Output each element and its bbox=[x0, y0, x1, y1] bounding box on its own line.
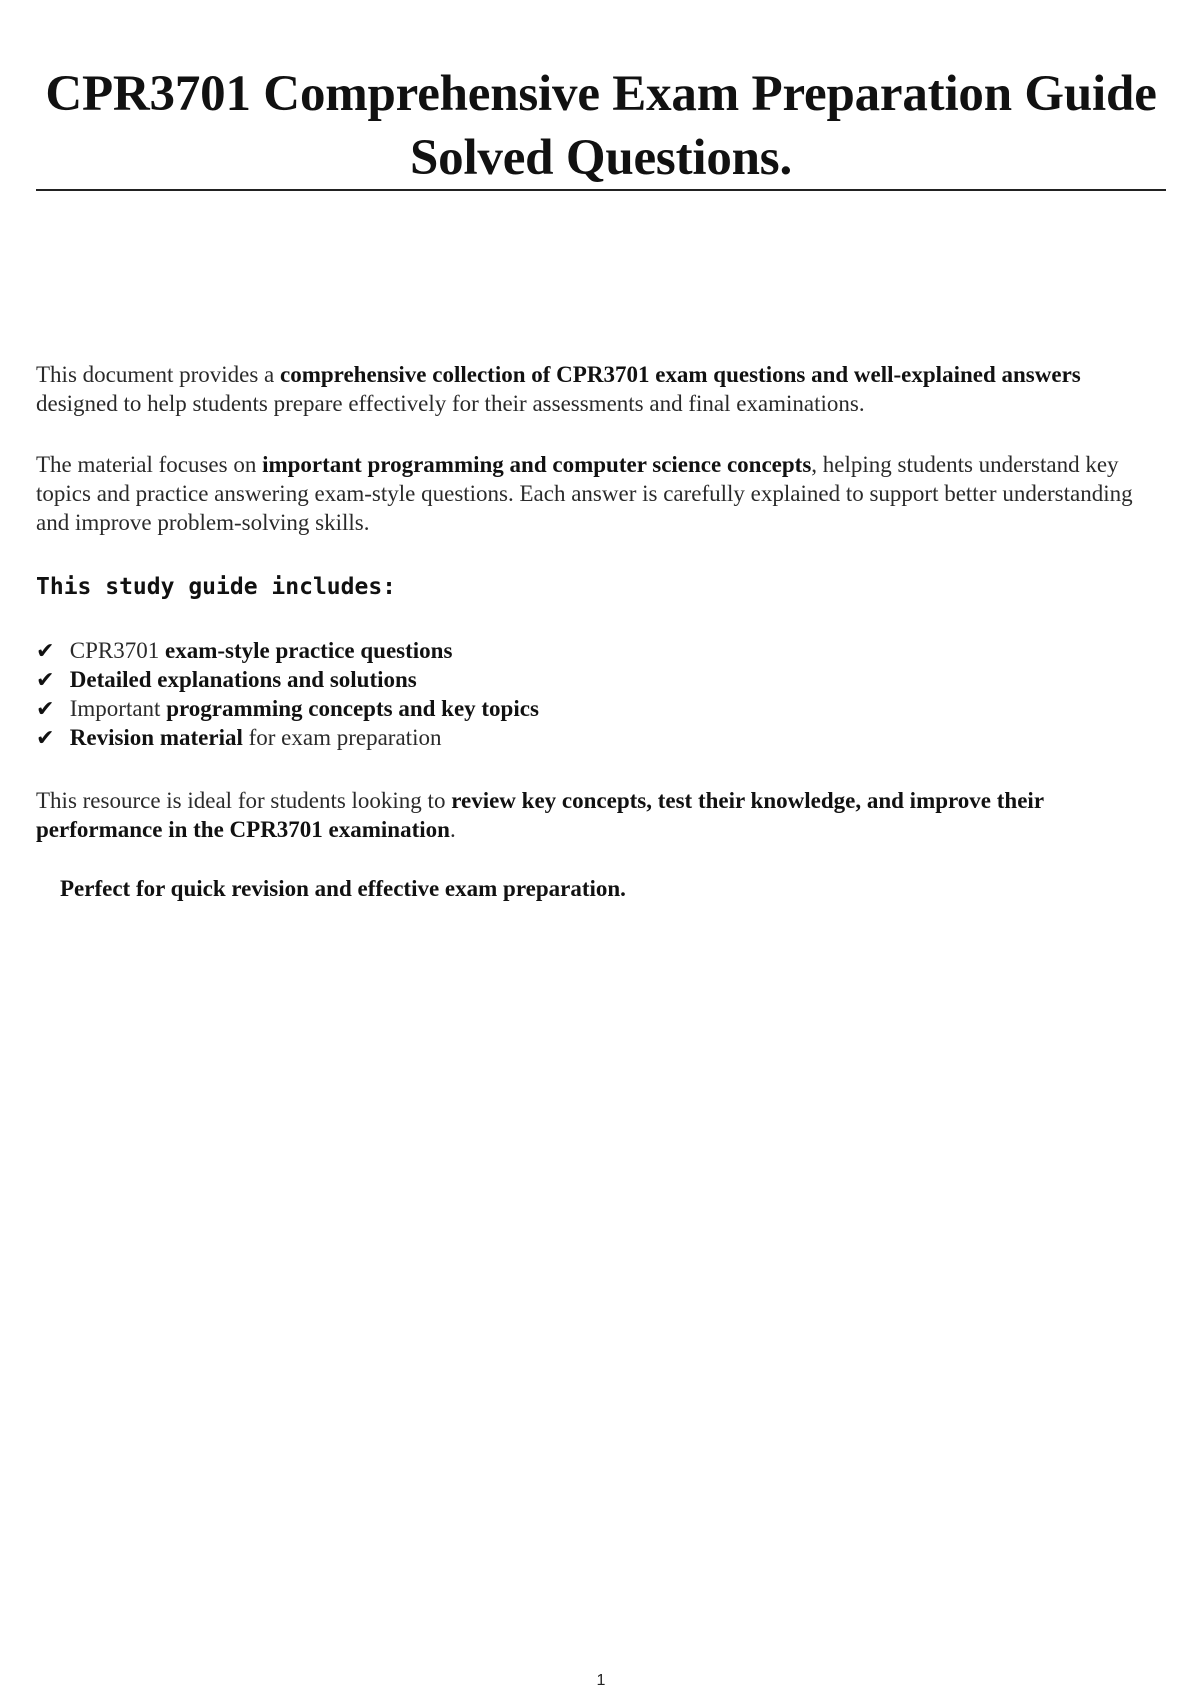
document-title bbox=[36, 62, 1166, 190]
intro-text: This document provides a bbox=[36, 362, 281, 387]
focus-text: The material focuses on bbox=[36, 452, 263, 477]
ideal-text-end: . bbox=[449, 817, 456, 842]
item-text: CPR3701 bbox=[64, 638, 165, 663]
title-underline bbox=[36, 189, 1166, 191]
checkmark-icon: ✔ bbox=[36, 726, 55, 751]
item-emphasis: programming concepts and key topics bbox=[166, 696, 539, 721]
focus-paragraph bbox=[36, 450, 1166, 537]
list-item bbox=[36, 665, 539, 694]
item-emphasis: Revision material bbox=[69, 725, 243, 750]
tagline: Perfect for quick revision and effective exam preparation. bbox=[60, 876, 626, 901]
ideal-paragraph bbox=[36, 786, 1166, 844]
item-emphasis: Detailed explanations and solutions bbox=[69, 667, 417, 692]
checkmark-icon: ✔ bbox=[36, 697, 55, 722]
intro-emphasis: comprehensive collection of CPR3701 exam questions and well-explained answers bbox=[280, 362, 1081, 387]
title-line-1: CPR3701 Comprehensive Exam Preparation Guide bbox=[45, 66, 1157, 122]
list-item bbox=[36, 636, 539, 665]
includes-list bbox=[36, 636, 539, 752]
ideal-text: This resource is ideal for students looking to bbox=[36, 788, 452, 813]
document-page bbox=[36, 0, 1166, 1700]
focus-emphasis: important programming and computer science concepts bbox=[262, 452, 812, 477]
ideal-emphasis: review key concepts, test their knowledge, and improve their performance in the CPR3701 examination bbox=[36, 788, 1044, 842]
item-text: Important bbox=[64, 696, 167, 721]
list-item bbox=[36, 723, 539, 752]
checkmark-icon: ✔ bbox=[36, 668, 55, 693]
checkmark-icon: ✔ bbox=[36, 639, 55, 664]
page-number: 1 bbox=[596, 1672, 606, 1689]
title-line-2: Solved Questions. bbox=[409, 130, 792, 186]
includes-heading: This study guide includes: bbox=[36, 574, 397, 600]
list-item bbox=[36, 694, 539, 723]
intro-text-end: designed to help students prepare effectively for their assessments and final examinations. bbox=[36, 391, 865, 416]
intro-paragraph bbox=[36, 360, 1166, 418]
focus-text-end: , helping students understand key topics and practice answering exam-style questions. Each answer is carefully explained to support better understanding and improve problem-solving skills. bbox=[36, 452, 1133, 535]
item-emphasis: exam-style practice questions bbox=[164, 638, 453, 663]
item-text-end: for exam preparation bbox=[242, 725, 442, 750]
